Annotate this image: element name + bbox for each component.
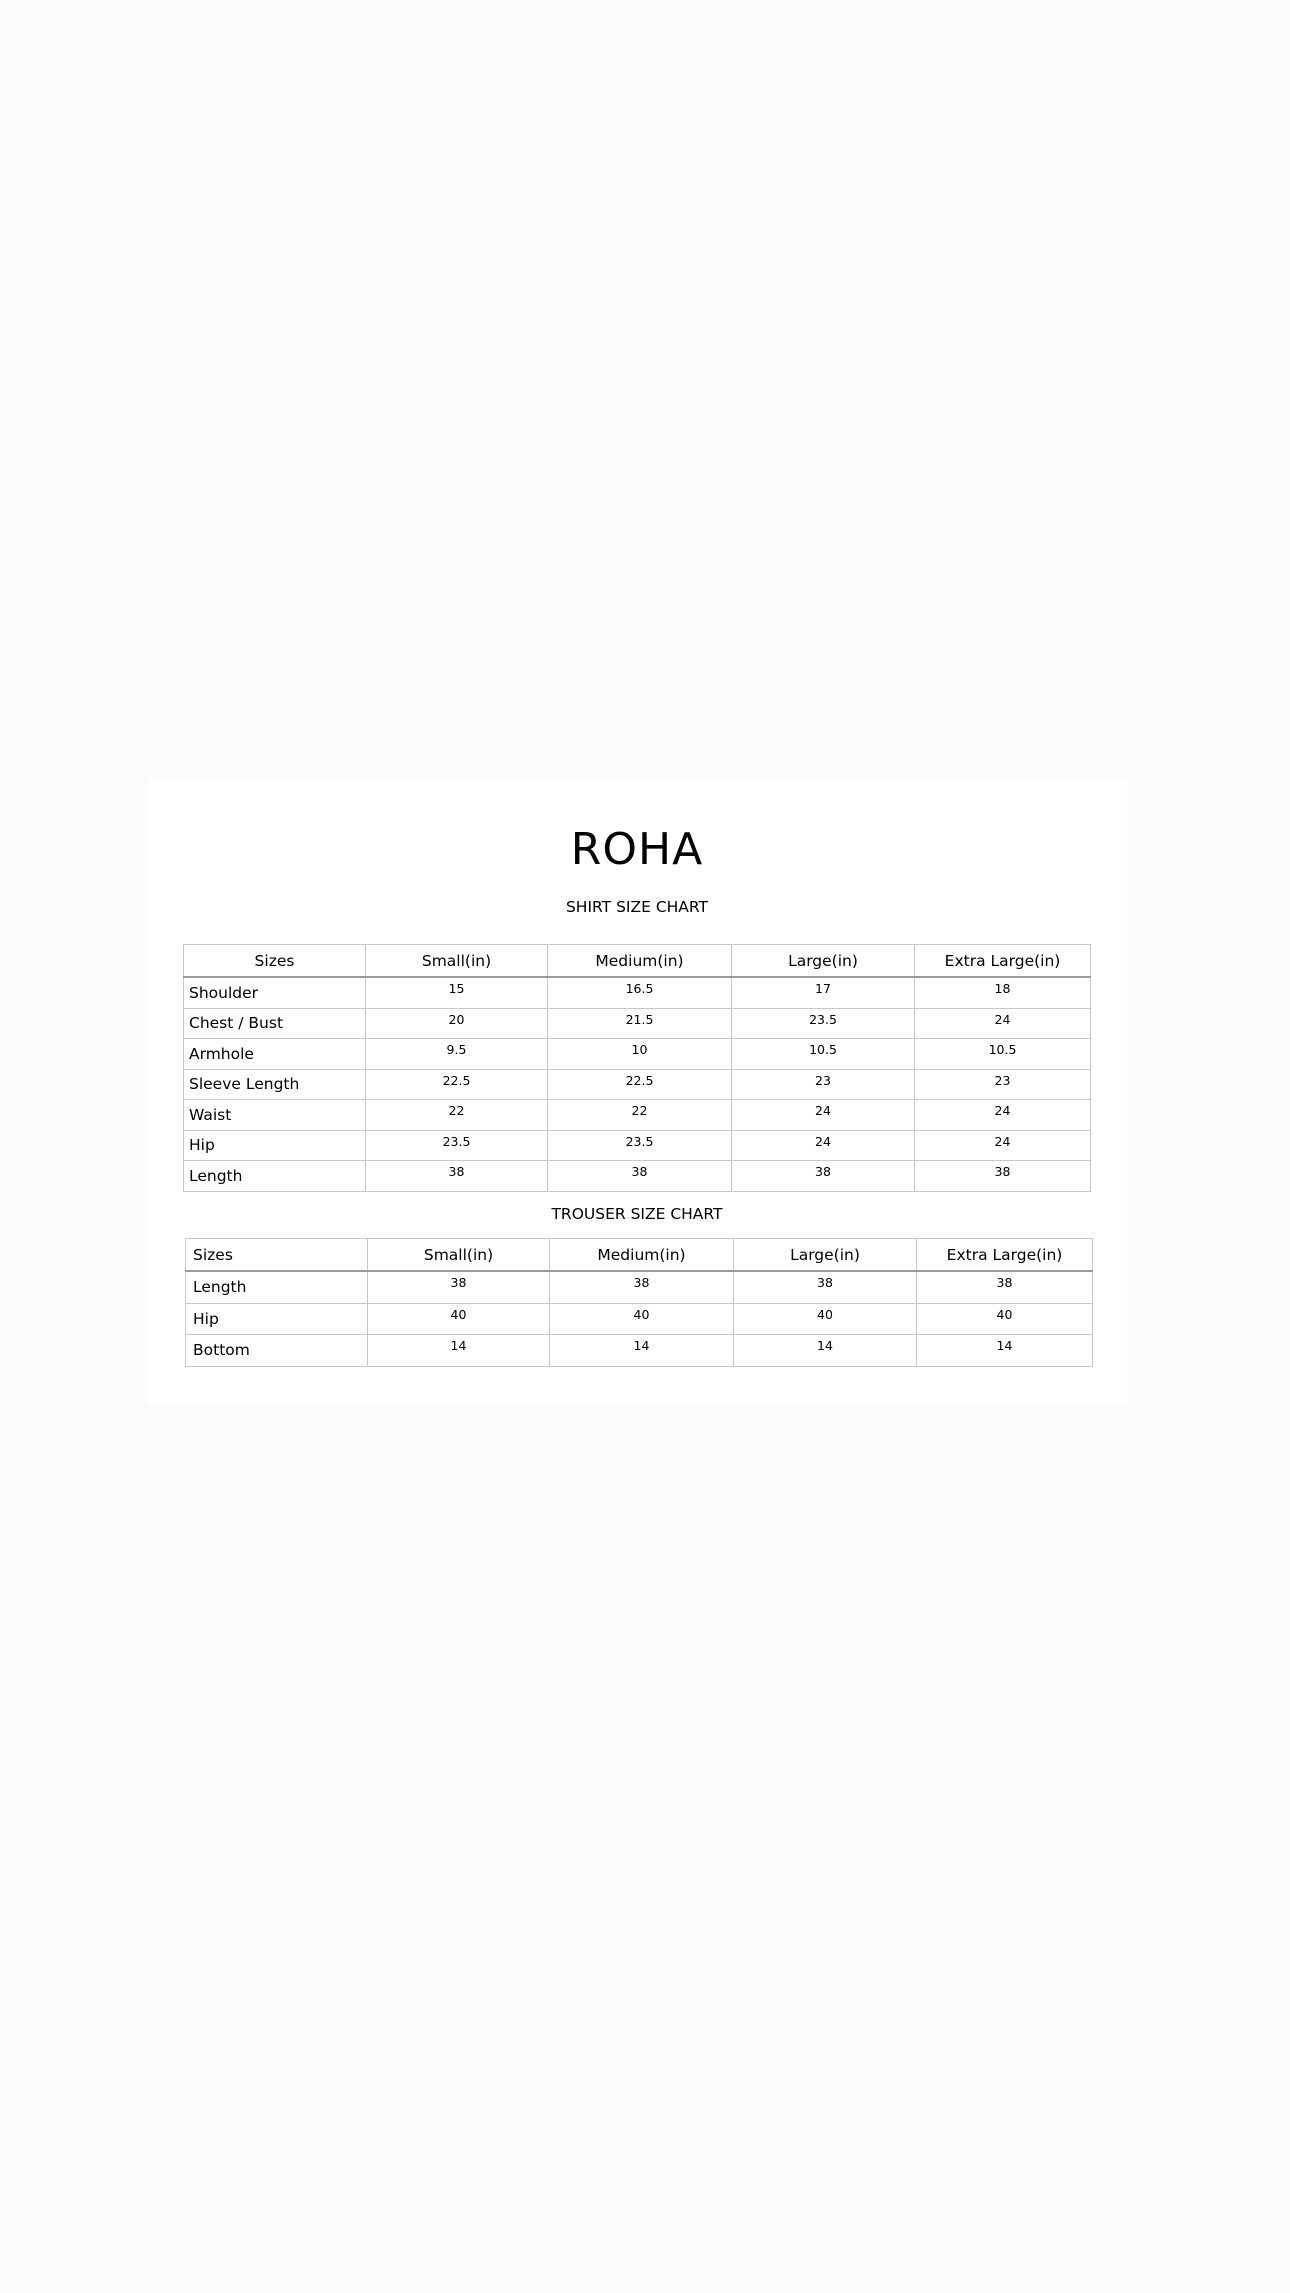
column-header: Small(in) [368, 1239, 550, 1272]
size-chart-card [147, 780, 1127, 1405]
table-cell: 21.5 [548, 1008, 732, 1039]
table-cell: 23 [732, 1069, 915, 1100]
trouser-size-table [185, 1238, 1093, 1367]
table-cell: 24 [732, 1100, 915, 1131]
row-label: Shoulder [184, 977, 366, 1008]
table-cell: 14 [368, 1335, 550, 1367]
table-cell: 38 [732, 1161, 915, 1192]
table-cell: 14 [917, 1335, 1093, 1367]
trouser-chart-title: TROUSER SIZE CHART [551, 1205, 723, 1223]
table-row [184, 1130, 1091, 1161]
table-cell: 24 [915, 1130, 1091, 1161]
row-label: Bottom [186, 1335, 368, 1367]
column-header: Extra Large(in) [917, 1239, 1093, 1272]
column-header: Sizes [186, 1239, 368, 1272]
table-row [184, 1100, 1091, 1131]
row-label: Length [184, 1161, 366, 1192]
table-cell: 24 [915, 1008, 1091, 1039]
table-cell: 22.5 [548, 1069, 732, 1100]
table-row [186, 1271, 1093, 1303]
table-cell: 38 [550, 1271, 734, 1303]
table-cell: 38 [915, 1161, 1091, 1192]
table-header-row [184, 945, 1091, 978]
row-label: Hip [186, 1303, 368, 1335]
table-cell: 23.5 [366, 1130, 548, 1161]
table-cell: 38 [734, 1271, 917, 1303]
table-row [184, 977, 1091, 1008]
column-header: Extra Large(in) [915, 945, 1091, 978]
brand-title: ROHA [570, 824, 704, 875]
table-cell: 22 [366, 1100, 548, 1131]
row-label: Sleeve Length [184, 1069, 366, 1100]
table-cell: 40 [734, 1303, 917, 1335]
table-cell: 23.5 [548, 1130, 732, 1161]
column-header: Medium(in) [550, 1239, 734, 1272]
column-header: Small(in) [366, 945, 548, 978]
table-cell: 15 [366, 977, 548, 1008]
row-label: Length [186, 1271, 368, 1303]
table-cell: 24 [732, 1130, 915, 1161]
row-label: Chest / Bust [184, 1008, 366, 1039]
table-cell: 22.5 [366, 1069, 548, 1100]
table-cell: 23 [915, 1069, 1091, 1100]
table-cell: 22 [548, 1100, 732, 1131]
table-cell: 17 [732, 977, 915, 1008]
table-cell: 38 [917, 1271, 1093, 1303]
table-cell: 38 [548, 1161, 732, 1192]
table-row [186, 1335, 1093, 1367]
column-header: Medium(in) [548, 945, 732, 978]
table-row [184, 1039, 1091, 1070]
table-cell: 20 [366, 1008, 548, 1039]
table-cell: 9.5 [366, 1039, 548, 1070]
table-cell: 23.5 [732, 1008, 915, 1039]
table-cell: 40 [368, 1303, 550, 1335]
table-cell: 16.5 [548, 977, 732, 1008]
column-header: Large(in) [734, 1239, 917, 1272]
table-cell: 40 [917, 1303, 1093, 1335]
row-label: Waist [184, 1100, 366, 1131]
shirt-chart-title: SHIRT SIZE CHART [565, 898, 709, 916]
table-cell: 10.5 [732, 1039, 915, 1070]
table-cell: 14 [550, 1335, 734, 1367]
row-label: Hip [184, 1130, 366, 1161]
table-cell: 40 [550, 1303, 734, 1335]
row-label: Armhole [184, 1039, 366, 1070]
table-cell: 18 [915, 977, 1091, 1008]
table-cell: 10 [548, 1039, 732, 1070]
column-header: Sizes [184, 945, 366, 978]
table-cell: 14 [734, 1335, 917, 1367]
table-row [184, 1161, 1091, 1192]
table-header-row [186, 1239, 1093, 1272]
table-row [184, 1008, 1091, 1039]
table-cell: 38 [368, 1271, 550, 1303]
shirt-size-table [183, 944, 1091, 1192]
table-row [184, 1069, 1091, 1100]
table-row [186, 1303, 1093, 1335]
table-cell: 10.5 [915, 1039, 1091, 1070]
table-cell: 38 [366, 1161, 548, 1192]
column-header: Large(in) [732, 945, 915, 978]
table-cell: 24 [915, 1100, 1091, 1131]
